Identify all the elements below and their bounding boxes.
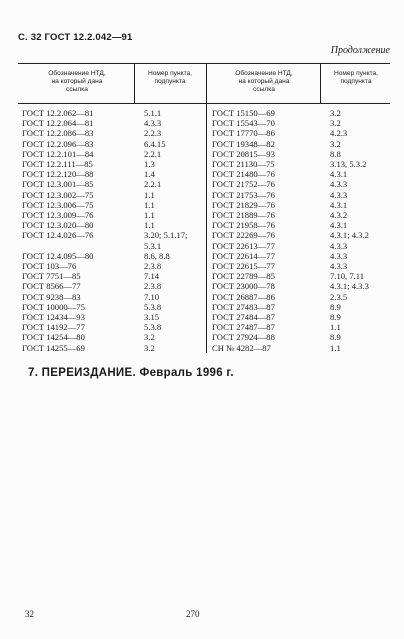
- table-cell-item: 1.1: [144, 189, 155, 200]
- table-cell-doc: ГОСТ 7751—85: [22, 271, 81, 282]
- table-cell-doc: ГОСТ 10000—75: [22, 301, 85, 312]
- center-divider: [206, 63, 207, 353]
- table-cell-doc: ГОСТ 19348—82: [212, 138, 275, 149]
- table-cell-item: 7.14: [144, 271, 160, 282]
- table-cell-doc: ГОСТ 21480—76: [212, 169, 275, 180]
- col-header-left-doc: Обозначение НТД, на который дана ссылка: [48, 70, 106, 93]
- table-cell-doc: ГОСТ 21889—76: [212, 210, 275, 220]
- table-cell-doc: ГОСТ 12.3.020—80: [22, 220, 94, 231]
- table-cell-item: 6.4.15: [144, 138, 166, 149]
- table-cell-item: 3.20; 5.1.17;: [144, 230, 188, 241]
- table-cell-item: 2.2.1: [144, 148, 162, 159]
- table-cell-item: 4.3.3: [330, 250, 348, 261]
- table-cell-doc: ГОСТ 26887—86: [212, 291, 275, 302]
- table-cell-doc: ГОСТ 21130—75: [212, 159, 275, 169]
- table-cell-doc: ГОСТ 14192—77: [22, 322, 85, 333]
- table-cell-item: 5.3.8: [144, 301, 162, 312]
- table-cell-doc: ГОСТ 21752—76: [212, 179, 275, 190]
- col-header-right-doc: Обозначение НТД, на который дана ссылка: [235, 70, 293, 93]
- table-cell-item: 3.2: [330, 108, 341, 118]
- table-cell-doc: ГОСТ 22614—77: [212, 250, 275, 261]
- table-cell-item: 3.13, 5.3.2: [330, 159, 367, 169]
- table-cell-doc: ГОСТ 12.3.002—75: [22, 189, 94, 200]
- table-cell-doc: ГОСТ 20815—93: [212, 148, 275, 159]
- table-cell-item: 3.2: [330, 138, 341, 149]
- table-cell-item: 5.3.8: [144, 322, 162, 333]
- table-cell-doc: СН № 4282—87: [212, 342, 271, 353]
- table-cell-item: 4.3.1: [330, 220, 348, 231]
- table-cell-doc: ГОСТ 17770—86: [212, 128, 275, 139]
- column-divider: [134, 63, 135, 103]
- table-cell-item: 1.4: [144, 169, 155, 180]
- table-cell-item: 4.3.3: [330, 240, 348, 251]
- table-cell-item: 1.1: [144, 220, 155, 231]
- table-cell-item: 2.3.5: [330, 291, 348, 302]
- table-cell-doc: ГОСТ 12.2.064—81: [22, 118, 94, 129]
- table-cell-item: 4.3.3: [330, 261, 348, 271]
- table-cell-item: 2.3.8: [144, 261, 162, 271]
- table-cell-doc: ГОСТ 12.2.120—88: [22, 169, 94, 180]
- col-header-left-item: Номер пункта, подпункта: [147, 70, 193, 85]
- table-cell-doc: ГОСТ 21958—76: [212, 220, 275, 231]
- table-cell-doc: ГОСТ 27484—87: [212, 312, 275, 322]
- table-cell-doc: ГОСТ 12.2.111—85: [22, 159, 93, 169]
- table-cell-item: 4.2.3: [330, 128, 348, 139]
- table-cell-item: 1.1: [144, 210, 155, 220]
- table-header-rule: [18, 103, 390, 104]
- table-cell-item: 3.15: [144, 312, 160, 322]
- table-cell-item: 4.3.1; 4.3.3: [330, 281, 369, 292]
- table-cell-item: 2.2.1: [144, 179, 162, 190]
- table-cell-doc: ГОСТ 103—76: [22, 261, 77, 271]
- table-cell-item: 4.3.1; 4.3.2: [330, 230, 369, 241]
- table-cell-item: 4.3.3: [144, 118, 162, 129]
- table-cell-doc: ГОСТ 15150—69: [212, 108, 275, 118]
- table-cell-doc: ГОСТ 23000—78: [212, 281, 275, 292]
- table-cell-item: 2.2.3: [144, 128, 162, 139]
- table-cell-doc: ГОСТ 12.3.006—75: [22, 199, 94, 210]
- table-cell-doc: ГОСТ 12434—93: [22, 312, 85, 322]
- table-cell-doc: ГОСТ 14254—80: [22, 332, 85, 343]
- table-cell-doc: ГОСТ 22789—85: [212, 271, 275, 282]
- table-cell-doc: ГОСТ 9238—83: [22, 291, 81, 302]
- table-cell-doc: ГОСТ 21829—76: [212, 199, 275, 210]
- table-cell-item: 2.3.8: [144, 281, 162, 292]
- table-cell-item: 5.1.1: [144, 108, 162, 118]
- table-cell-doc: ГОСТ 8566—77: [22, 281, 81, 292]
- table-cell-item: 1.1: [330, 322, 341, 333]
- table-cell-item: 8.9: [330, 301, 341, 312]
- table-cell-item: 7.10: [144, 291, 160, 302]
- table-cell-item: 4.3.3: [330, 179, 348, 190]
- table-cell-doc: ГОСТ 12.4.026—76: [22, 230, 94, 241]
- sheet-number: 270: [186, 609, 200, 619]
- table-cell-doc: ГОСТ 21753—76: [212, 189, 275, 200]
- table-cell-doc: ГОСТ 27483—87: [212, 301, 275, 312]
- table-cell-doc: ГОСТ 15543—70: [212, 118, 275, 129]
- table-cell-doc: ГОСТ 27487—87: [212, 322, 275, 333]
- table-cell-item: 7.10, 7.11: [330, 271, 365, 282]
- table-cell-item: 3.2: [144, 332, 155, 343]
- page-number: 32: [25, 609, 34, 619]
- table-cell-item: 1.1: [144, 199, 155, 210]
- table-cell-doc: ГОСТ 12.3.001—85: [22, 179, 94, 190]
- table-cell-item: 8.9: [330, 312, 341, 322]
- table-cell-doc: ГОСТ 12.2.062—81: [22, 108, 94, 118]
- running-header: С. 32 ГОСТ 12.2.042—91: [18, 32, 133, 43]
- table-cell-doc: ГОСТ 12.3.009—76: [22, 210, 94, 220]
- table-cell-item: 4.3.1: [330, 199, 348, 210]
- table-cell-doc: ГОСТ 27924—88: [212, 332, 275, 343]
- table-cell-doc: ГОСТ 12.2.096—83: [22, 138, 94, 149]
- table-cell-doc: ГОСТ 14255—69: [22, 342, 85, 353]
- table-cell-doc: ГОСТ 22615—77: [212, 261, 275, 271]
- column-divider: [320, 63, 321, 103]
- section-heading: 7. ПЕРЕИЗДАНИЕ. Февраль 1996 г.: [28, 367, 234, 379]
- table-cell-item: 8.9: [330, 332, 341, 343]
- table-cell-item: 4.3.2: [330, 210, 348, 220]
- table-cell-doc: ГОСТ 22269—76: [212, 230, 275, 241]
- table-cell-doc: ГОСТ 12.2.101—84: [22, 148, 94, 159]
- table-top-rule: [18, 63, 390, 64]
- col-header-right-item: Номер пункта, подпункта: [333, 70, 379, 85]
- continuation-label: Продолжение: [330, 45, 390, 56]
- table-cell-doc: ГОСТ 12.4.095—80: [22, 250, 94, 261]
- table-cell-doc: ГОСТ 22613—77: [212, 240, 275, 251]
- table-cell-item: 4.3.3: [330, 189, 348, 200]
- table-cell-item: 1.3: [144, 159, 155, 169]
- table-cell-item: 4.3.1: [330, 169, 348, 180]
- table-cell-item: 8.8: [330, 148, 341, 159]
- table-cell-item: 5.3.1: [144, 240, 162, 251]
- table-cell-item: 8.6, 8.8: [144, 250, 170, 261]
- table-cell-item: 3.2: [330, 118, 341, 129]
- table-cell-item: 1.1: [330, 342, 341, 353]
- table-cell-item: 3.2: [144, 342, 155, 353]
- table-cell-doc: ГОСТ 12.2.086—83: [22, 128, 94, 139]
